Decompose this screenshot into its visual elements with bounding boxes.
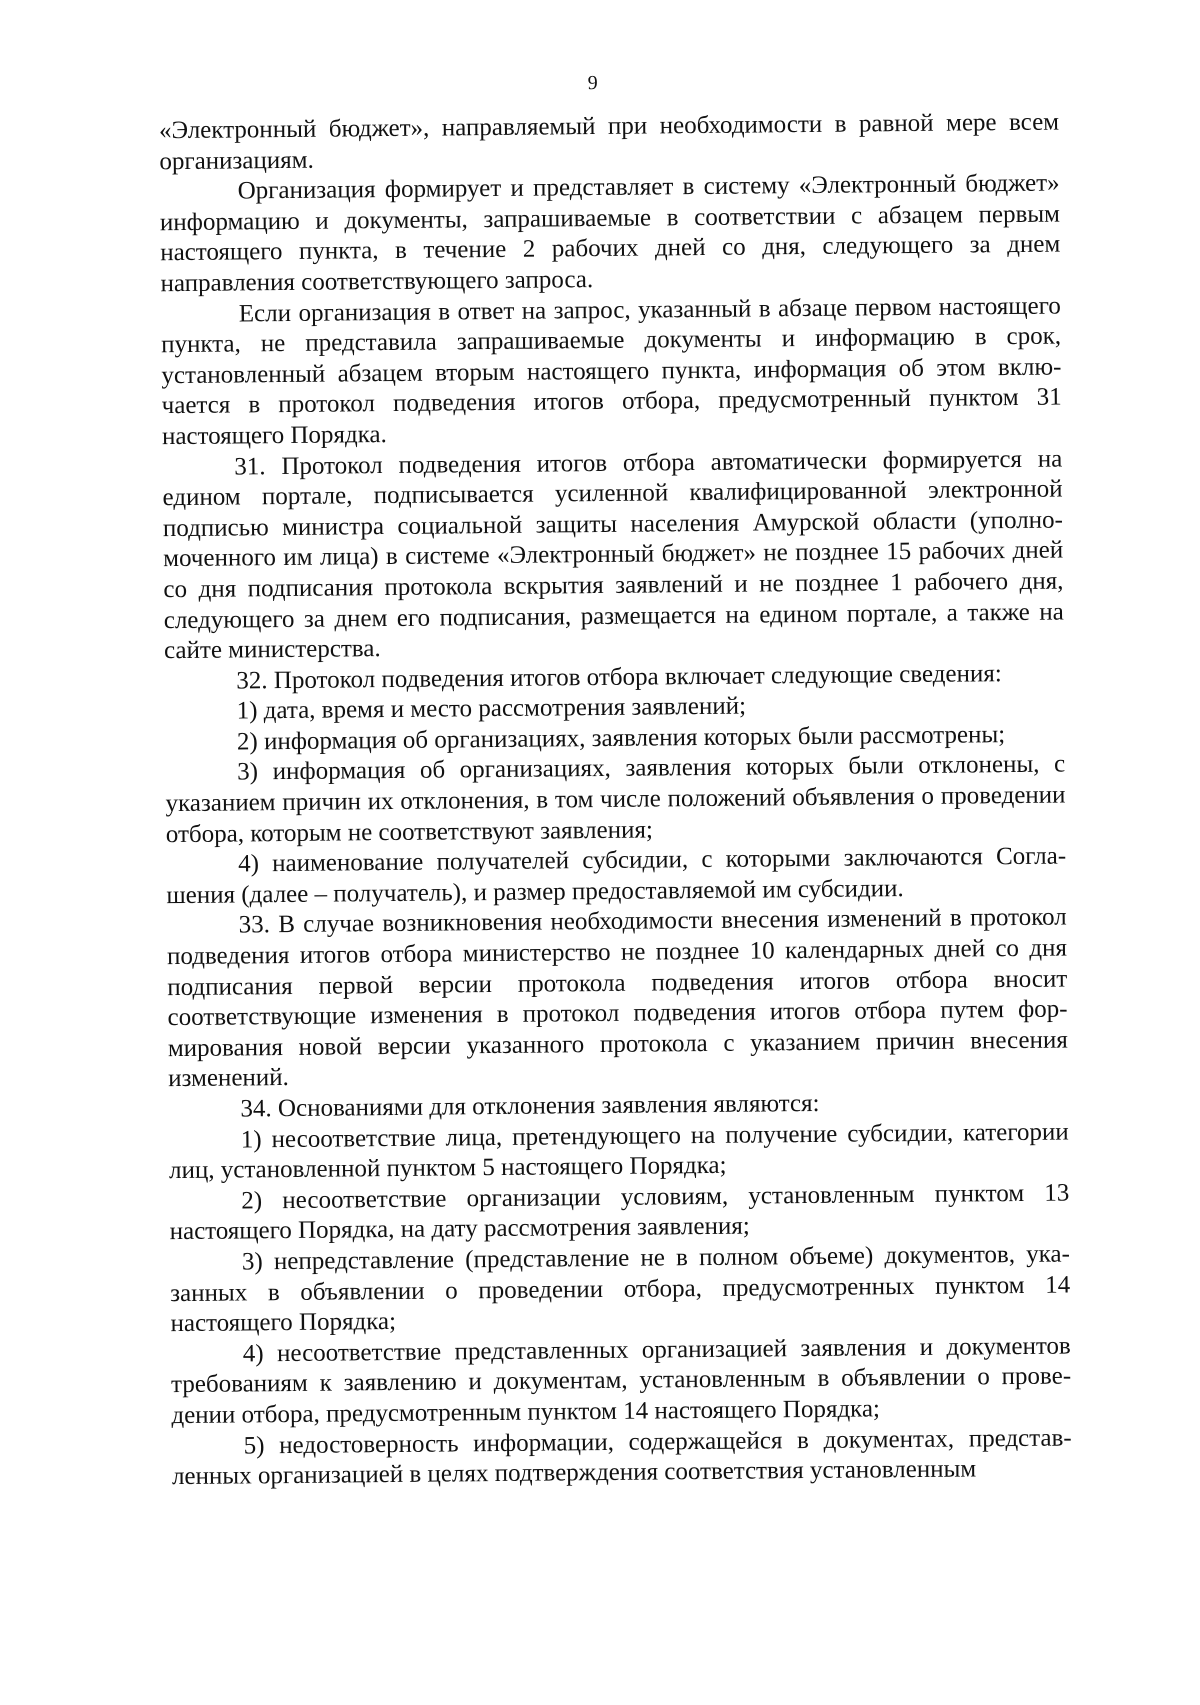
list-item: 2) информация об организациях, заявления которых были рассмотрены;: [236, 720, 1006, 756]
list-item: 3) информация об организациях, заявления которых были отклонены, с указанием причин их отклонения, в том числе положений объявления о проведении отбора, которым не соответствуют заявления;: [165, 750, 1066, 848]
clause-34: 34. Основаниями для отклонения заявления являются:: [240, 1089, 820, 1123]
paragraph: Организация формирует и представляет в систему «Электронный бюджет» информацию и документы, запрашиваемые в соответствии с абзацем первым настоящего пункта, в течение 2 рабочих дней со дня, следующего за днем направления соответствующего запроса.: [159, 169, 1061, 298]
paragraph: Если организация в ответ на запрос, указанный в абзаце первом настоящего пункта, не представила запрашиваемые документы и информацию в срок, установленный абзацем вторым настоящего пункта, информация об этом включается в протокол подведения итогов отбора, предусмотренный пунктом 31 настоящего Порядка.: [161, 292, 1062, 451]
document-body: [159, 108, 1072, 1493]
clause-31: 31. Протокол подведения итогов отбора автоматически формируется на едином портале, подписывается усиленной квалифицированной электронной подписью министра социальной защиты населения Амурской области (уполномоченного им лица) в системе «Электронный бюджет» не позднее 15 рабочих дней со дня подписания протокола вскрытия заявлений и не позднее 1 рабочего дня, следующего за днем его подписания, размещается на едином портале, а также на сайте министерства.: [162, 445, 1064, 665]
paragraph-continuation: «Электронный бюджет», направляемый при необходимости в равной мере всем организациям.: [158, 108, 1060, 175]
list-item: 5) недостоверность информации, содержащейся в документах, представленных организацией в целях подтверждения соответствия установленным: [171, 1424, 1072, 1491]
list-item: 3) непредставление (представление не в полном объеме) документов, указанных в объявлении о проведении отбора, предусмотренных пунктом 14 настоящего Порядка;: [170, 1240, 1071, 1338]
page-number: 9: [587, 71, 598, 95]
clause-32: 32. Протокол подведения итогов отбора включает следующие сведения:: [236, 659, 1002, 695]
list-item: 1) дата, время и место рассмотрения заявлений;: [236, 692, 747, 725]
list-item: 4) несоответствие представленных организацией заявления и документов требованиям к заявлению и документам, установленным в объявлении о проведении отбора, предусмотренным пунктом 14 настоящего Порядка;: [170, 1332, 1072, 1430]
clause-33: 33. В случае возникновения необходимости внесения изменений в протокол подведения итогов отбора министерство не позднее 10 календарных дней со дня подписания первой версии протокола подведения итогов отбора вносит соответствующие изменения в протокол подведения итогов отбора путем формирования новой версии указанного протокола с указанием причин внесения изменений.: [166, 903, 1068, 1093]
list-item: 2) несоответствие организации условиям, установленным пунктом 13 настоящего Порядка, на дату рассмотрения заявления;: [169, 1179, 1070, 1246]
list-item: 1) несоответствие лица, претендующего на получение субсидии, категории лиц, установленной пунктом 5 настоящего Порядка;: [168, 1118, 1069, 1185]
list-item: 4) наименование получателей субсидии, с которыми заключаются Соглашения (далее – получатель), и размер предоставляемой им субсидии.: [166, 842, 1067, 910]
